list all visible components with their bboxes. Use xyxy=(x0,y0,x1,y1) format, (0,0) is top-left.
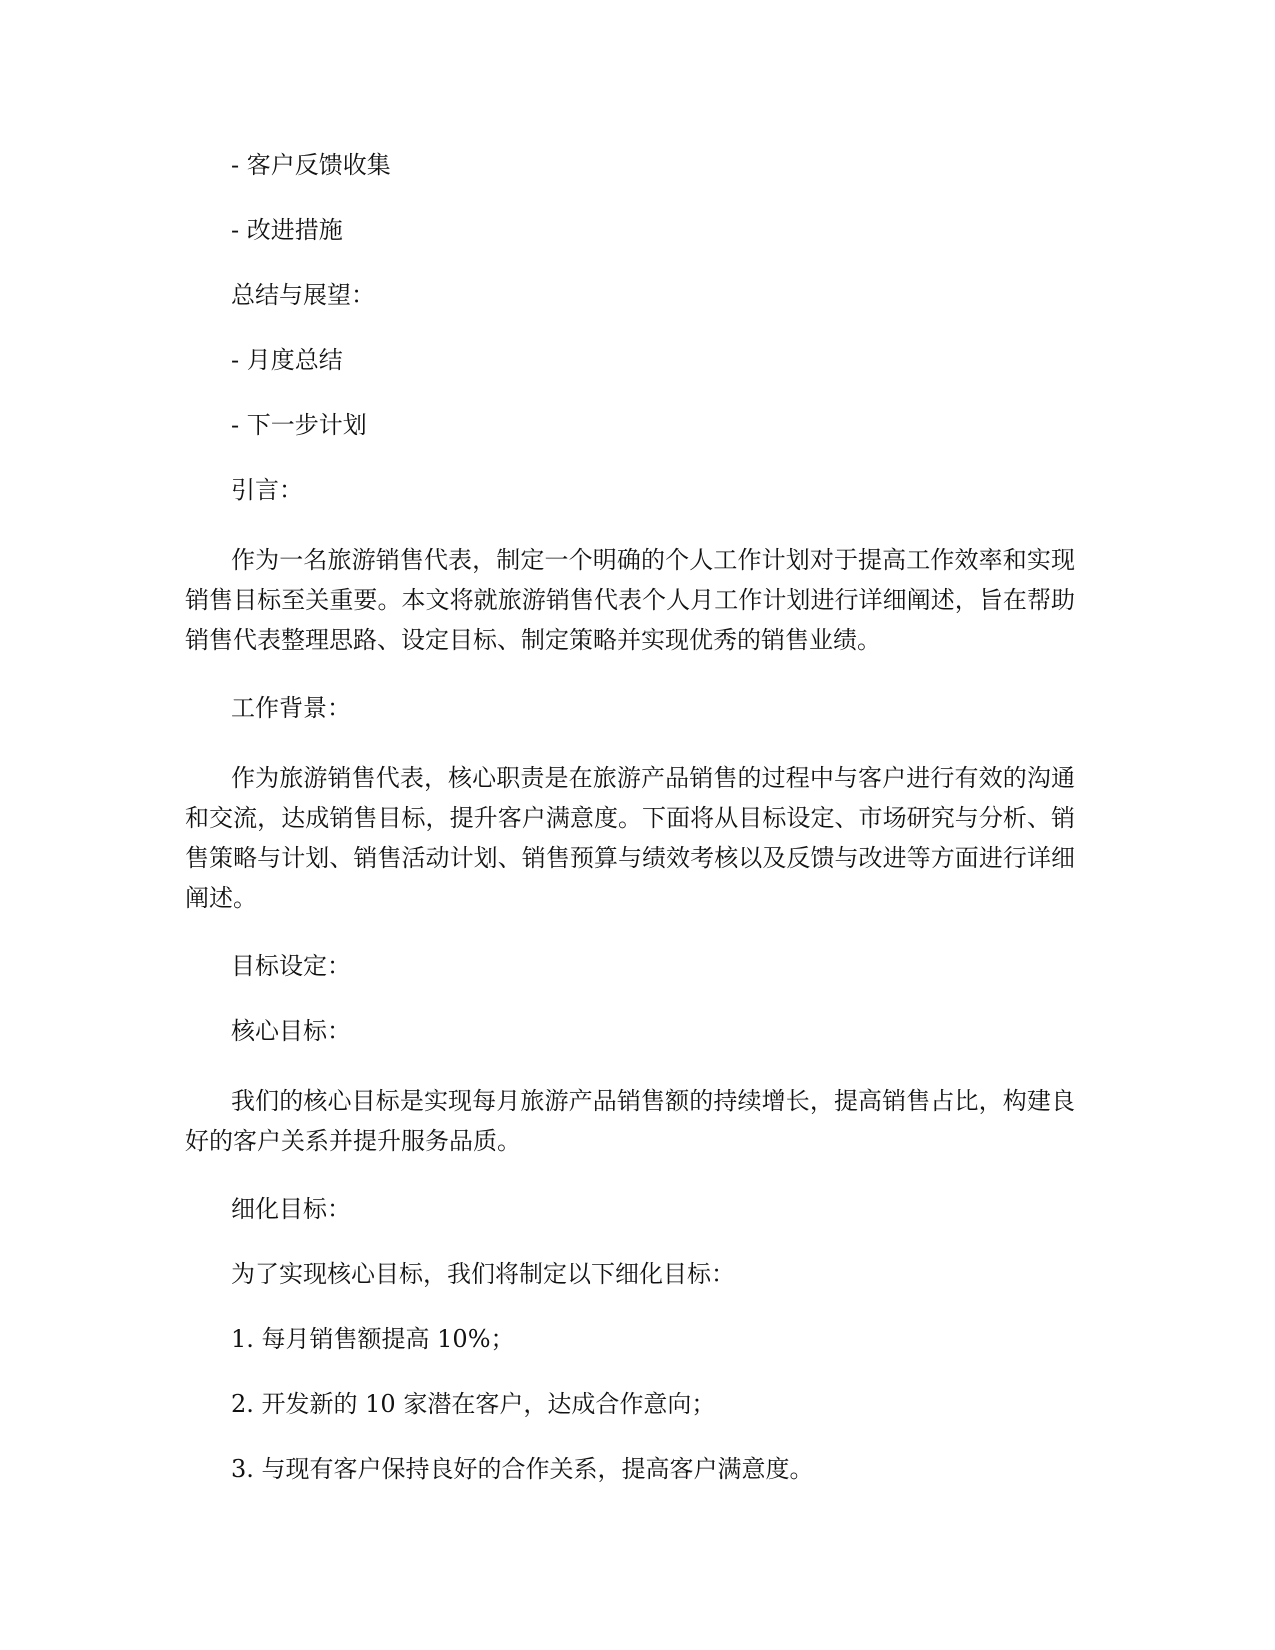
text-line: 为了实现核心目标，我们将制定以下细化目标： xyxy=(231,1260,735,1288)
list-item: - 改进措施 xyxy=(231,216,343,244)
list-item: 3. 与现有客户保持良好的合作关系，提高客户满意度。 xyxy=(231,1455,814,1483)
section-heading: 核心目标： xyxy=(231,1017,351,1045)
list-item: - 下一步计划 xyxy=(231,411,367,439)
paragraph: 作为旅游销售代表，核心职责是在旅游产品销售的过程中与客户进行有效的沟通和交流，达成销售目标，提升客户满意度。下面将从目标设定、市场研究与分析、销售策略与计划、销售活动计划、销售预算与绩效考核以及反馈与改进等方面进行详细阐述。 xyxy=(185,764,1075,912)
section-heading: 目标设定： xyxy=(231,952,351,980)
list-item: - 客户反馈收集 xyxy=(231,151,391,179)
list-item: - 月度总结 xyxy=(231,346,343,374)
section-heading: 细化目标： xyxy=(231,1195,351,1223)
list-item: 1. 每月销售额提高 10%； xyxy=(231,1325,515,1353)
section-heading: 引言： xyxy=(231,476,303,504)
section-heading: 工作背景： xyxy=(231,694,351,722)
paragraph: 作为一名旅游销售代表，制定一个明确的个人工作计划对于提高工作效率和实现销售目标至关重要。本文将就旅游销售代表个人月工作计划进行详细阐述，旨在帮助销售代表整理思路、设定目标、制定策略并实现优秀的销售业绩。 xyxy=(185,546,1075,654)
section-heading: 总结与展望： xyxy=(231,281,375,309)
list-item: 2. 开发新的 10 家潜在客户，达成合作意向； xyxy=(231,1390,716,1418)
paragraph: 我们的核心目标是实现每月旅游产品销售额的持续增长，提高销售占比，构建良好的客户关系并提升服务品质。 xyxy=(185,1087,1075,1155)
